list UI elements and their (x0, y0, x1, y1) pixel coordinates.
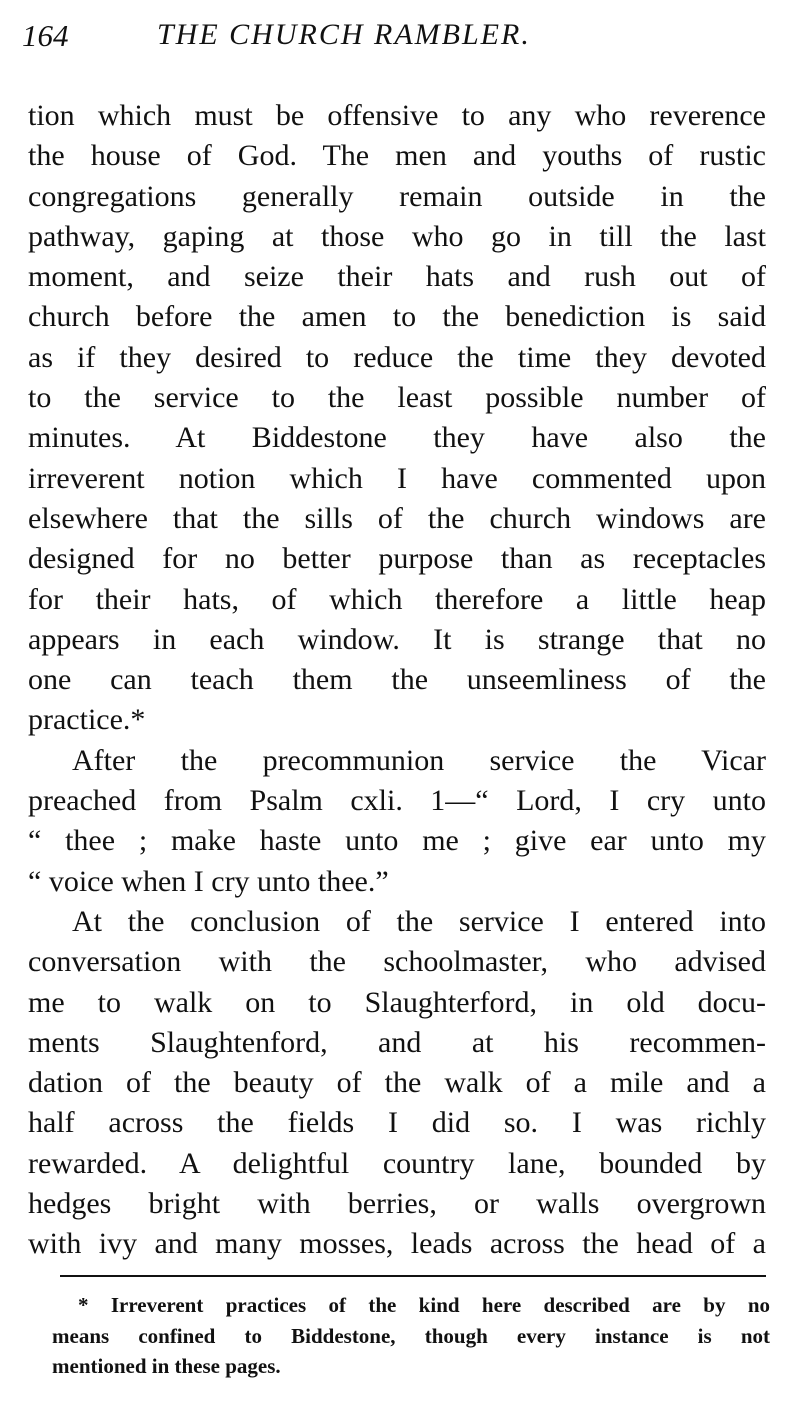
body-line: as if they desired to reduce the time they devoted (28, 340, 766, 374)
body-line: appears in each window. It is strange that no (28, 622, 766, 656)
body-line: pathway, gaping at those who go in till the last (28, 219, 766, 253)
page-header (22, 18, 782, 58)
body-line: tion which must be offensive to any who reverence (28, 99, 766, 132)
body-line: dation of the beauty of the walk of a mile and a (28, 1066, 766, 1100)
body-line: After the precommunion service the Vicar (72, 743, 766, 777)
body-line: hedges bright with berries, or walls overgrown (28, 1187, 766, 1221)
body-line: ments Slaughtenford, and at his recommen- (28, 1025, 766, 1059)
body-line: conversation with the schoolmaster, who advised (28, 945, 766, 979)
body-line: the house of God. The men and youths of rustic (28, 139, 766, 173)
footnote-divider (60, 1275, 766, 1277)
body-line: moment, and seize their hats and rush out of (28, 260, 766, 294)
body-line: to the service to the least possible number of (28, 381, 766, 415)
footnote (52, 1290, 770, 1382)
body-line: rewarded. A delightful country lane, bounded by (28, 1146, 766, 1180)
body-line: elsewhere that the sills of the church windows are (28, 501, 766, 535)
body-line: congregations generally remain outside in the (28, 179, 766, 213)
body-line: designed for no better purpose than as receptacles (28, 542, 766, 576)
footnote-line: * Irreverent practices of the kind here described are by no (78, 1293, 770, 1317)
body-line: “ voice when I cry unto thee.” (28, 864, 389, 898)
body-line: preached from Psalm cxli. 1—“ Lord, I cry unto (28, 784, 766, 818)
body-line: one can teach them the unseemliness of the (28, 663, 766, 697)
body-line: half across the fields I did so. I was richly (28, 1106, 766, 1140)
page-number: 164 (22, 18, 69, 53)
body-text (28, 96, 766, 1265)
body-line: irreverent notion which I have commented upon (28, 461, 766, 495)
body-line: minutes. At Biddestone they have also the (28, 421, 766, 455)
body-line: with ivy and many mosses, leads across the head of a (28, 1227, 766, 1261)
body-line: At the conclusion of the service I entered into (72, 904, 766, 938)
body-line: for their hats, of which therefore a little heap (28, 582, 766, 616)
body-line: “ thee ; make haste unto me ; give ear unto my (28, 824, 766, 858)
body-line: practice.* (28, 703, 146, 737)
footnote-line: means confined to Biddestone, though every instance is not (52, 1323, 770, 1348)
body-line: church before the amen to the benediction is said (28, 300, 766, 334)
body-line: me to walk on to Slaughterford, in old docu- (28, 985, 766, 1019)
footnote-line: mentioned in these pages. (52, 1354, 281, 1378)
running-title: THE CHURCH RAMBLER. (157, 18, 531, 51)
